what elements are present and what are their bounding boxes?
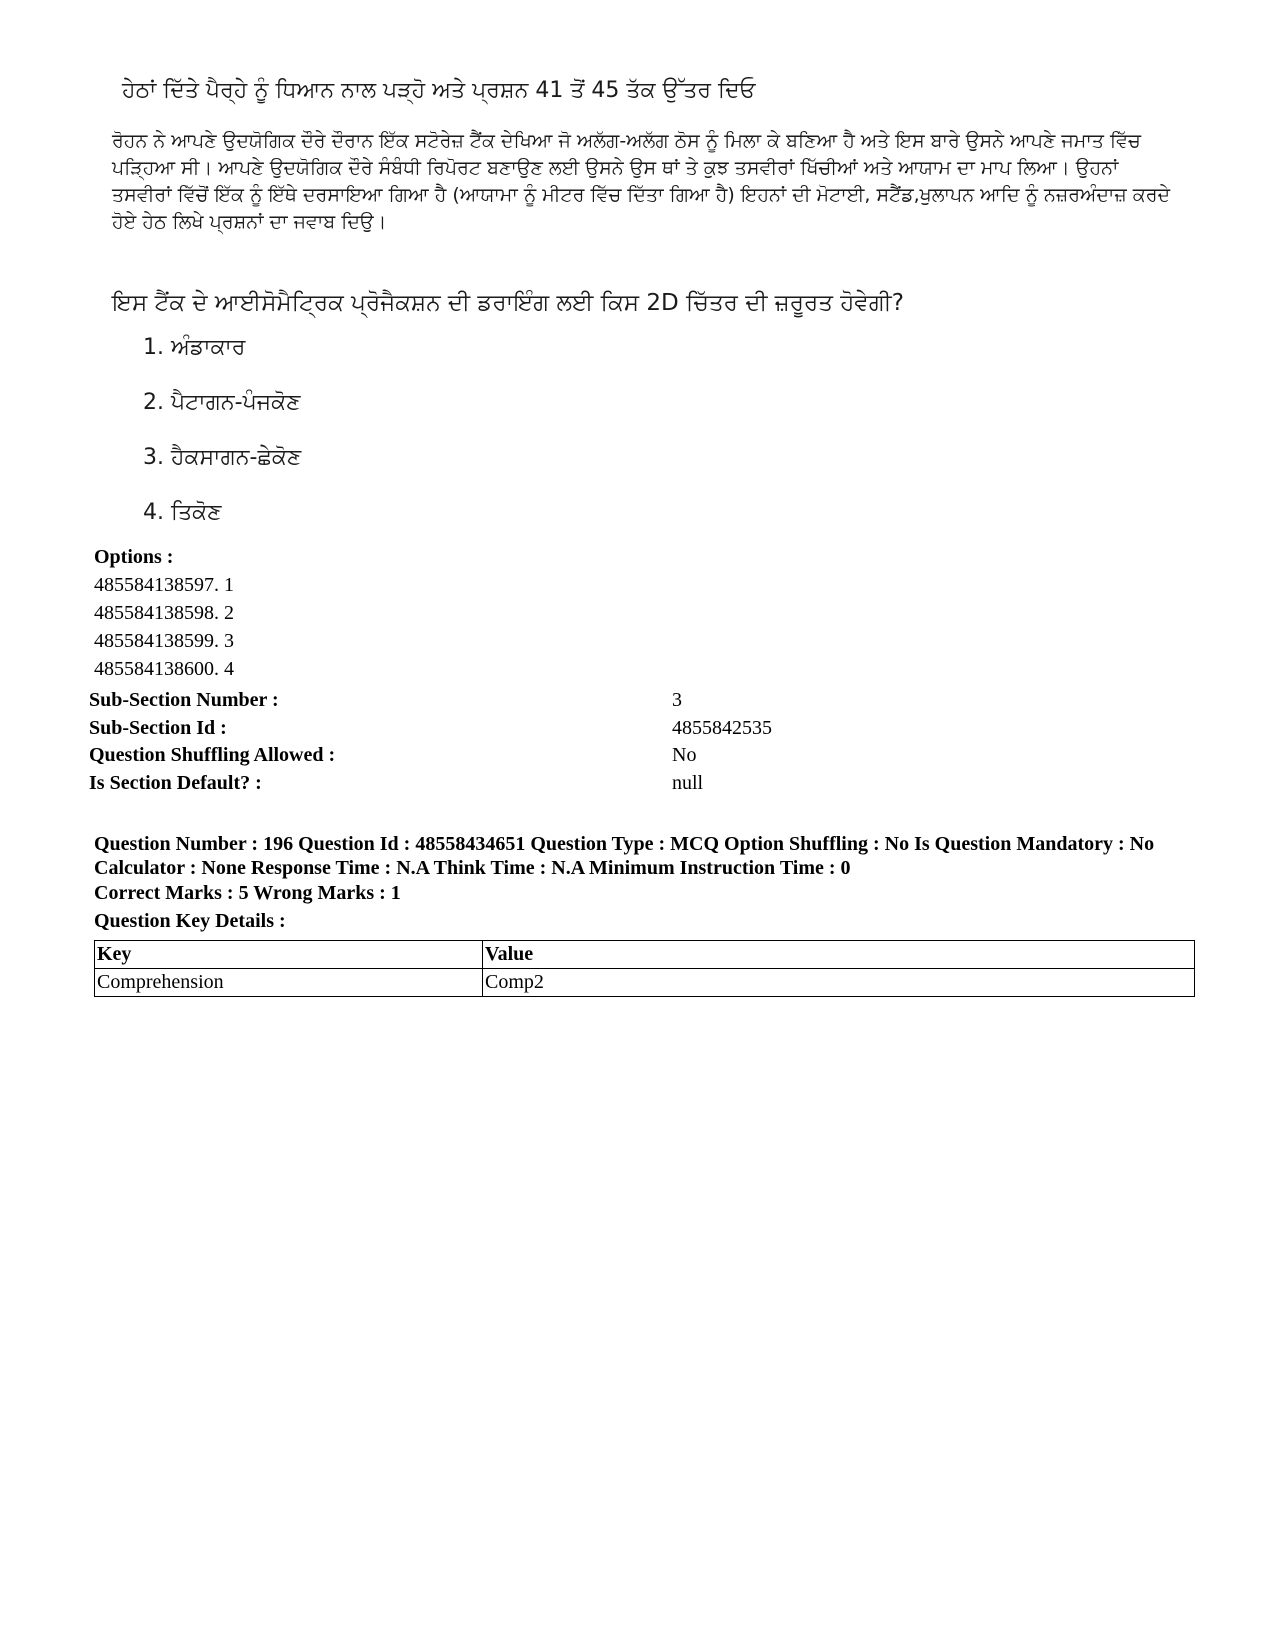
question-shuffling-value: No	[672, 744, 697, 766]
comprehension-instruction: ਹੇਠਾਂ ਦਿੱਤੇ ਪੈਰ੍ਹੇ ਨੂੰ ਧਿਆਨ ਨਾਲ ਪੜ੍ਹੋ ਅਤੇ ਪ੍ਰਸ਼ਨ 41 ਤੋਂ 45 ਤੱਕ ਉੱਤਰ ਦਿਓ	[122, 78, 756, 103]
option-item: 485584138599. 3	[94, 630, 234, 652]
marks-line: Correct Marks : 5 Wrong Marks : 1	[94, 882, 401, 904]
table-header-row	[95, 941, 1195, 969]
table-cell-value: Comp2	[483, 969, 1195, 997]
subsection-number-value: 3	[672, 689, 682, 711]
subsection-number-label: Sub-Section Number :	[89, 689, 279, 711]
option-item: 485584138598. 2	[94, 602, 234, 624]
question-choice: 3. ਹੈਕਸਾਗਨ-ਛੇਕੋਣ	[143, 445, 302, 470]
option-item: 485584138597. 1	[94, 574, 234, 596]
section-default-value: null	[672, 772, 704, 794]
comprehension-passage: ਰੋਹਨ ਨੇ ਆਪਣੇ ਉਦਯੋਗਿਕ ਦੌਰੇ ਦੌਰਾਨ ਇੱਕ ਸਟੋਰੇਜ਼ ਟੈਂਕ ਦੇਖਿਆ ਜੋ ਅਲੱਗ-ਅਲੱਗ ਠੋਸ ਨੂੰ ਮਿਲਾ ਕੇ ਬਣਿਆ ਹੈ ਅਤੇ ਇਸ ਬਾਰੇ ਉਸਨੇ ਆਪਣੇ ਜਮਾਤ ਵਿੱਚ ਪੜ੍ਹਿਆ ਸੀ। ਆਪਣੇ ਉਦਯੋਗਿਕ ਦੌਰੇ ਸੰਬੰਧੀ ਰਿਪੋਰਟ ਬਣਾਉਣ ਲਈ ਉਸਨੇ ਉਸ ਥਾਂ ਤੇ ਕੁਝ ਤਸਵੀਰਾਂ ਖਿੱਚੀਆਂ ਅਤੇ ਆਯਾਮ ਦਾ ਮਾਪ ਲਿਆ। ਉਹਨਾਂ ਤਸਵੀਰਾਂ ਵਿੱਚੋਂ ਇੱਕ ਨੂੰ ਇੱਥੇ ਦਰਸਾਇਆ ਗਿਆ ਹੈ (ਆਯਾਮਾ ਨੂੰ ਮੀਟਰ ਵਿੱਚ ਦਿੱਤਾ ਗਿਆ ਹੈ) ਇਹਨਾਂ ਦੀ ਮੋਟਾਈ, ਸਟੈਂਡ,ਖੁਲਾਪਨ ਆਦਿ ਨੂੰ ਨਜ਼ਰਅੰਦਾਜ਼ ਕਰਦੇ ਹੋਏ ਹੇਠ ਲਿਖੇ ਪ੍ਰਸ਼ਨਾਂ ਦਾ ਜਵਾਬ ਦਿਉ।	[112, 130, 1171, 233]
question-shuffling-label: Question Shuffling Allowed :	[89, 744, 336, 766]
key-details-table	[94, 940, 1195, 997]
table-header-value: Value	[483, 941, 1195, 969]
question-choice: 4. ਤਿਕੋਣ	[143, 500, 222, 525]
options-heading: Options :	[94, 546, 174, 568]
table-header-key: Key	[95, 941, 483, 969]
question-text: ਇਸ ਟੈਂਕ ਦੇ ਆਈਸੋਮੈਟ੍ਰਿਕ ਪ੍ਰੋਜੈਕਸ਼ਨ ਦੀ ਡਰਾਇੰਗ ਲਈ ਕਿਸ 2D ਚਿੱਤਰ ਦੀ ਜ਼ਰੂਰਤ ਹੋਵੇਗੀ?	[112, 290, 904, 316]
subsection-id-value: 4855842535	[672, 717, 772, 739]
table-cell-key: Comprehension	[95, 969, 483, 997]
table-row	[95, 969, 1195, 997]
question-choice: 2. ਪੈਟਾਗਨ-ਪੰਜਕੋਣ	[143, 390, 301, 415]
key-details-heading: Question Key Details :	[94, 910, 286, 932]
option-item: 485584138600. 4	[94, 658, 234, 680]
question-choice: 1. ਅੰਡਾਕਾਰ	[143, 335, 246, 360]
subsection-id-label: Sub-Section Id :	[89, 717, 227, 739]
question-meta: Question Number : 196 Question Id : 48558434651 Question Type : MCQ Option Shuffling : No Is Question Mandatory : No Calculator : None Response Time : N.A Think Time : N.A Minimum Instruction Time : 0	[94, 833, 1155, 879]
section-default-label: Is Section Default? :	[89, 772, 262, 794]
